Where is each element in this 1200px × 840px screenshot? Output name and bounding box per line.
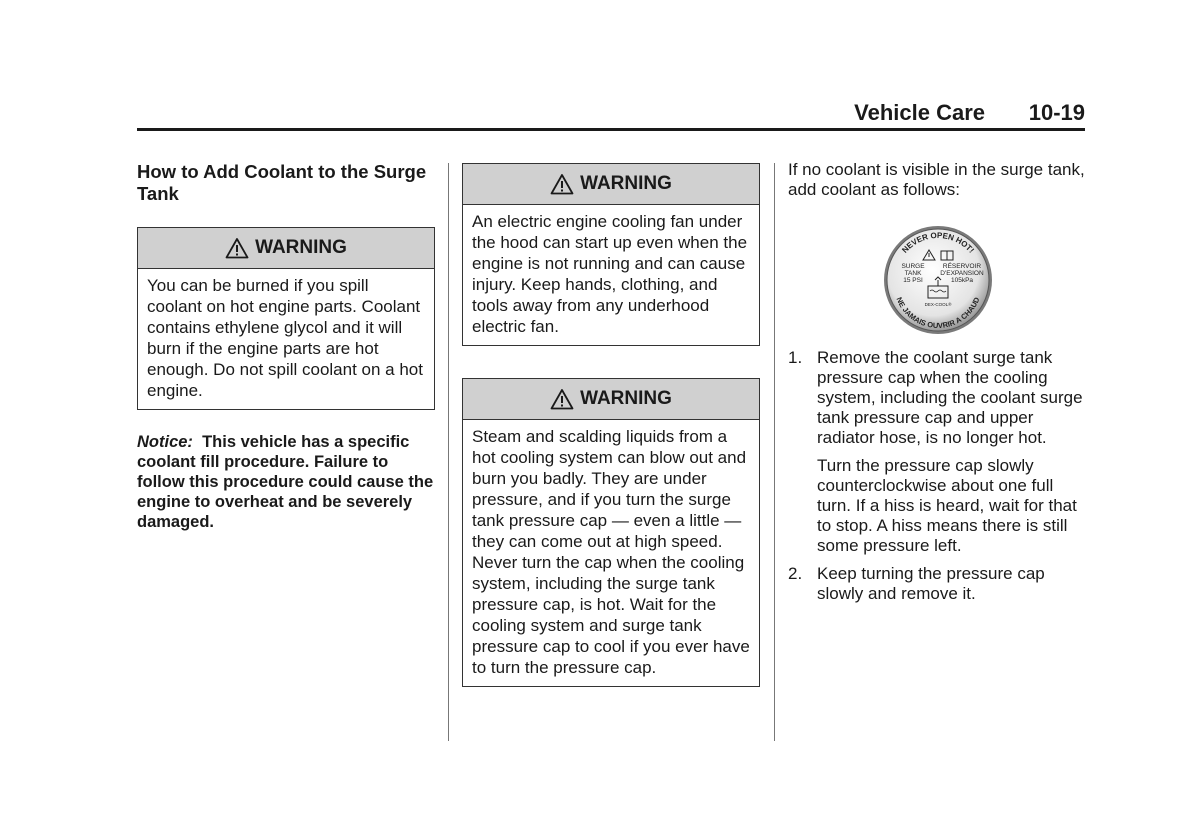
cap-brand-text: DEX-COOL® bbox=[924, 302, 952, 307]
warning-triangle-icon bbox=[550, 173, 574, 195]
warning-header bbox=[138, 228, 434, 269]
header-rule bbox=[137, 128, 1085, 131]
cap-left-line3: 15 PSI bbox=[903, 277, 923, 284]
warning-box-fan bbox=[462, 163, 760, 346]
warning-title: WARNING bbox=[580, 173, 672, 194]
warning-text: Steam and scalding liquids from a hot cooling system can blow out and burn you badly. They are under pressure, and if you turn the surge tank pressure cap — even a little — they can come out at high speed. Never turn the cap when the cooling system, including the surge tank pressure cap, is hot. Wait for the cooling system and surge tank pressure cap to cool if you ever have to turn the pressure cap. bbox=[472, 427, 750, 677]
warning-text: An electric engine cooling fan under the hood can start up even when the engine is not running and can cause injury. Keep hands, clothing, and tools away from any underhood electric fan. bbox=[472, 212, 748, 336]
cap-top-text: NEVER OPEN HOT! bbox=[900, 230, 976, 255]
cap-left-line1: SURGE bbox=[901, 263, 925, 270]
section-title: Vehicle Care bbox=[854, 100, 985, 125]
step-number: 1. bbox=[788, 348, 803, 367]
column-3 bbox=[788, 160, 1086, 612]
pressure-cap-illustration bbox=[880, 224, 996, 336]
step-item bbox=[788, 564, 1086, 604]
intro-text: If no coolant is visible in the surge tank, add coolant as follows: bbox=[788, 160, 1085, 199]
page-header bbox=[137, 100, 1085, 126]
column-divider bbox=[448, 163, 449, 741]
page-number: 10-19 bbox=[1028, 100, 1085, 125]
warning-triangle-icon bbox=[225, 237, 249, 259]
cap-right-line2: D'EXPANSION bbox=[940, 270, 984, 277]
warning-title: WARNING bbox=[255, 237, 347, 258]
warning-triangle-icon bbox=[550, 388, 574, 410]
notice bbox=[137, 432, 435, 532]
cap-right-line1: RÉSERVOIR bbox=[942, 263, 982, 270]
step-item bbox=[788, 348, 1086, 556]
warning-text: You can be burned if you spill coolant on hot engine parts. Coolant contains ethylene glycol and it will burn if the engine parts are hot enough. Do not spill coolant on a hot engine. bbox=[147, 276, 423, 400]
warning-box bbox=[137, 227, 435, 410]
section-heading: How to Add Coolant to the Surge Tank bbox=[137, 161, 427, 204]
column-1 bbox=[137, 161, 435, 532]
column-2 bbox=[462, 163, 760, 687]
warning-title: WARNING bbox=[580, 388, 672, 409]
warning-header bbox=[463, 164, 759, 205]
cap-right-line3: 105kPa bbox=[950, 277, 974, 284]
step-text: Keep turning the pressure cap slowly and remove it. bbox=[817, 564, 1045, 603]
notice-text: This vehicle has a specific coolant fill procedure. Failure to follow this procedure could cause the engine to overheat and be severely damaged. bbox=[137, 433, 434, 531]
step-subtext: Turn the pressure cap slowly counterclockwise about one full turn. If a hiss is heard, wait for that to stop. A hiss means there is still some pressure left. bbox=[817, 456, 1077, 555]
notice-label: Notice: bbox=[137, 433, 193, 451]
cap-left-line2: TANK bbox=[904, 270, 922, 277]
cap-bottom-text: NE JAMAIS OUVRIR A CHAUD bbox=[894, 295, 982, 331]
warning-header bbox=[463, 379, 759, 420]
column-divider bbox=[774, 163, 775, 741]
step-text: Remove the coolant surge tank pressure cap when the cooling system, including the coolant surge tank pressure cap and upper radiator hose, is no longer hot. bbox=[817, 348, 1083, 447]
step-number: 2. bbox=[788, 564, 803, 583]
warning-box-steam bbox=[462, 378, 760, 687]
